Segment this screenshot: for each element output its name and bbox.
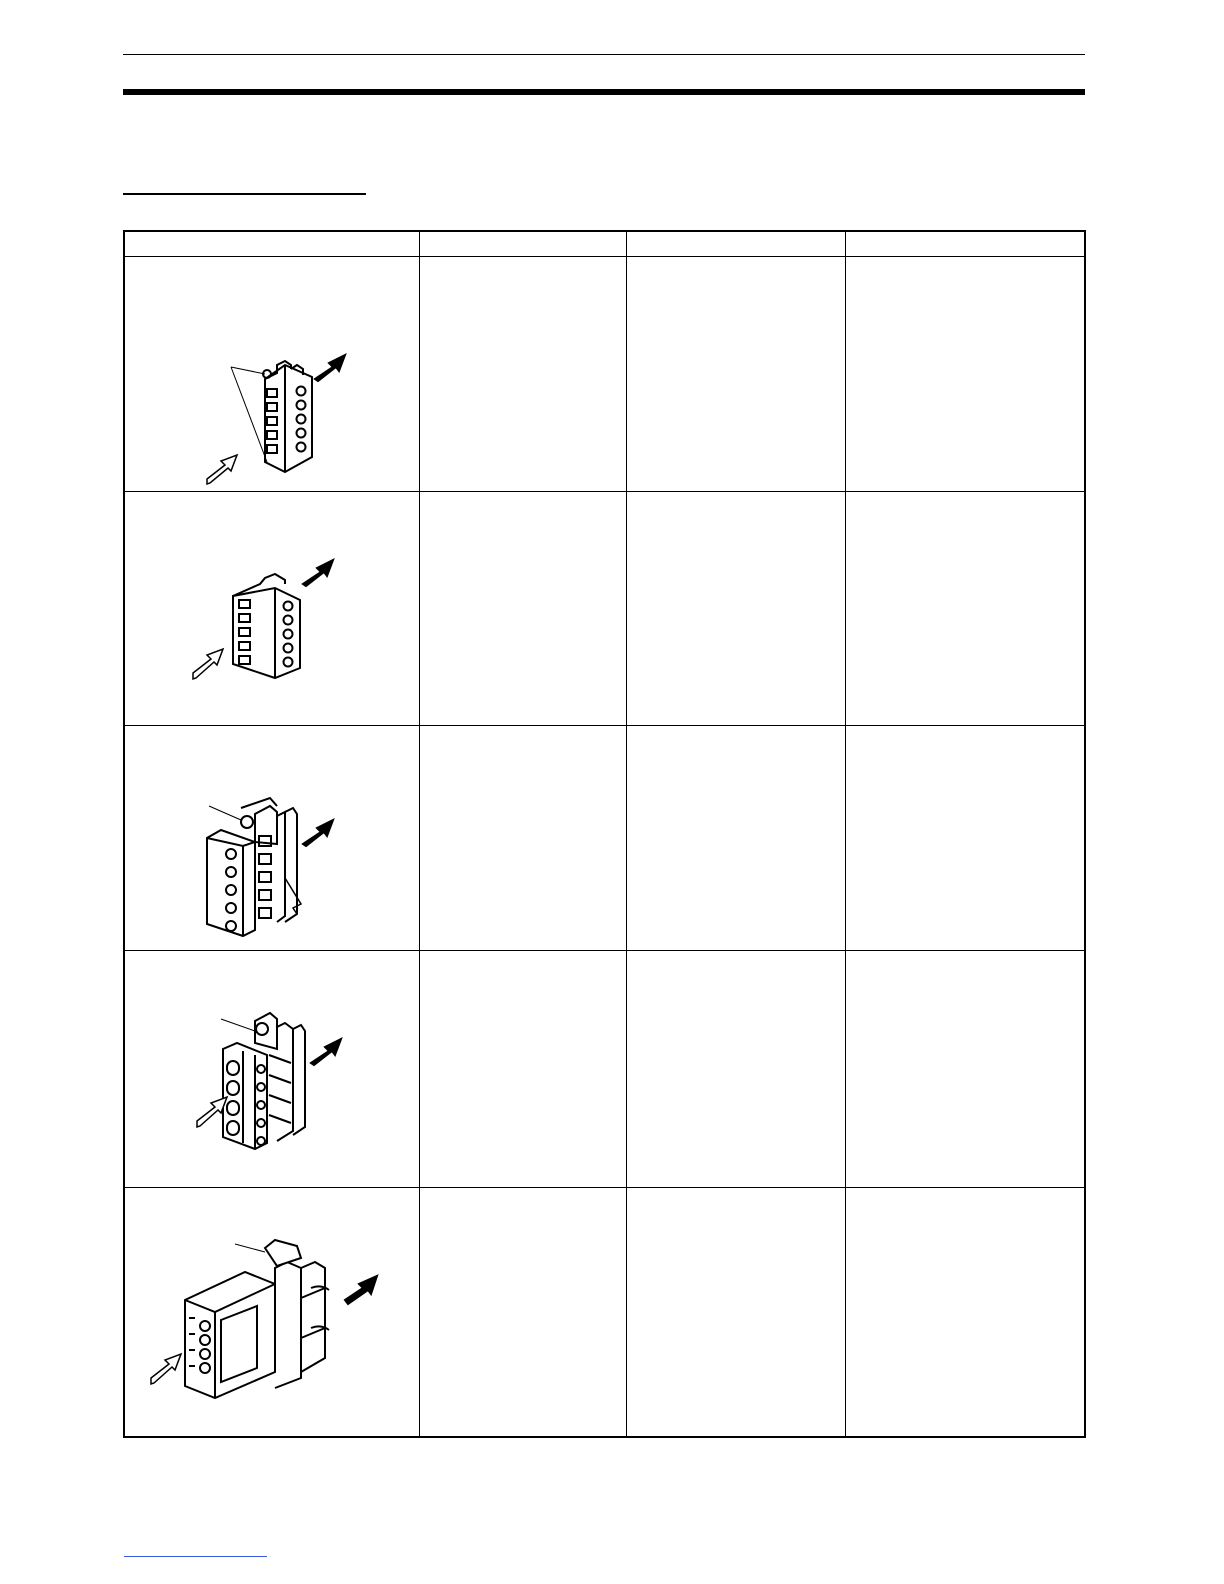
table-cell (845, 951, 1085, 1188)
table-header-cell (419, 231, 626, 257)
table-cell (626, 1188, 845, 1438)
table-cell (419, 1188, 626, 1438)
table-cell (419, 257, 626, 492)
table-cell (419, 951, 626, 1188)
push-in-connector-icon (125, 951, 420, 1187)
table-cell (626, 257, 845, 492)
screw-clamp-connector-icon (125, 257, 420, 491)
table-cell (419, 492, 626, 726)
table-header-row (124, 231, 1085, 257)
connector-image-cell (124, 492, 419, 726)
header-rule-thick (123, 89, 1085, 95)
crimp-connector-icon (125, 1188, 420, 1436)
table-cell (845, 492, 1085, 726)
table-header-cell (845, 231, 1085, 257)
table-cell (845, 1188, 1085, 1438)
table-cell (626, 726, 845, 951)
screwless-clamp-connector-icon (125, 726, 420, 950)
section-heading-underline (123, 193, 366, 195)
table-header-cell (124, 231, 419, 257)
table-row (124, 1188, 1085, 1438)
table-row (124, 257, 1085, 492)
table-row (124, 492, 1085, 726)
connector-image-cell (124, 1188, 419, 1438)
connector-image-cell (124, 257, 419, 492)
connector-image-cell (124, 726, 419, 951)
connector-image-cell (124, 951, 419, 1188)
table-row (124, 951, 1085, 1188)
table-cell (845, 726, 1085, 951)
table-cell (419, 726, 626, 951)
table-cell (845, 257, 1085, 492)
table-cell (626, 492, 845, 726)
connector-table (123, 230, 1086, 1438)
plain-connector-icon (125, 492, 420, 725)
table-cell (626, 951, 845, 1188)
table-header-cell (626, 231, 845, 257)
header-rule-thin (123, 54, 1085, 55)
table-row (124, 726, 1085, 951)
footer-link-underline[interactable] (124, 1556, 267, 1557)
